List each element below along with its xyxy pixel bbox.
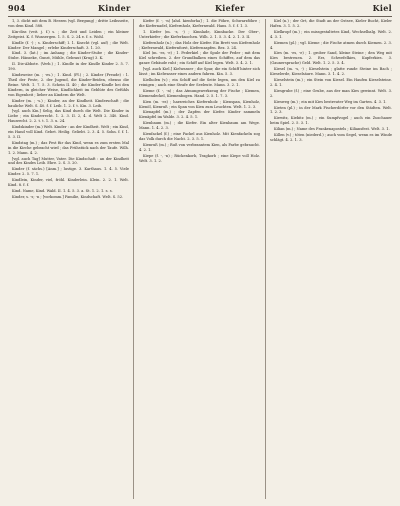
dictionary-entry: Kindskinder (m.) Welt. Kinder : an der Kindheit. Welt ; ein Kind, ein Hand voll Kind. Gebet. Heilig. Geliebt. 2. 3. 4. 5. Sohn. f. f. 1. 5. 3. II.	[8, 125, 129, 139]
dictionary-entry: Kinder (f. sächs.) [Anm.] ; lustige. 3. Karthaus. 1. 4. 5. Viele Kinder. 2. 5. 7. 1.	[8, 167, 129, 177]
dictionary-entry: 1. Kiefer (m. -s, -) ; Kinnlade, Kinnbacke. Der Ober-, Unterkiefer ; die Kieferknochen. Wilh. 2. 1. 5. 3. 4. 2. 1. 3. II.	[139, 29, 260, 39]
dictionary-entry: Kies (m. -es, -e) ; 1. grober Sand, kleine Steine ; den Weg mit Kies bestreuen. 2. Erz, Schwefelkies, Kupferkies. 3. (Gaunersprache) Geld. Welt. 1. 2. 5. 3. 4.	[270, 51, 392, 66]
dictionary-entry: [vgl. auch Kiel.] Kielwasser ; die Spur, die ein Schiff hinter sich lässt ; im Kielwasser eines andern fahren. Kin. 5. 3.	[139, 67, 260, 77]
dictionary-entry: Kind. 3. (lat.) ; im Anhang ; die Kinder-Stube ; die Kinder-Stube. Hänseke, Gunst, Mühle, Gebraut (Krug) 3. K.	[8, 51, 129, 61]
dictionary-entry: Kindsweise (m. ; -es.) ; 1. Kind. (Pl.) ; 2. Kinder (Freude) : 1. Theil der Feste, 2. der Jugend, die Kinder-Beiden, ebenso die Beine. Welt. 1. 7. 5. 3. Schein II. 40 ; die Kinder-Kindle bei den Kindern, in gleicher Weise, Kindlichkeit im Geblüte des Gefühls von Eigenheit ; lieber an Kindern die Welt.	[8, 73, 129, 97]
header-right-guide-word: Kiel	[372, 3, 392, 13]
dictionary-entry: Kinder, s. -s; -n ; [vorkomm.] Familie, Kindschaft. Welt. S. 52.	[12, 194, 124, 199]
text-column-left	[8, 19, 129, 499]
dictionary-entry: II. Die-Abbote. (Verb.) ; 1. Kindle in der Kindle Kinder 2. 5. 7. 190.	[8, 62, 129, 72]
dictionary-entry: 1, 3. dicht mit dem B. Herzen (vgl. Bergung) ; dritte Leibsseite, von dem Kind. 588.	[8, 19, 129, 28]
text-column-right	[270, 19, 392, 499]
column-divider	[133, 19, 134, 499]
dictionary-entry: Kielholen (v.) ; ein Schiff auf die Seite legen, um den Kiel zu reinigen ; auch eine Strafe der Seeleute. Mann. 3. 2. 1.	[139, 77, 260, 87]
dictionary-entry: Kindlein, Kinder, viel, fröhl. Kinderlein. Klein. 2. 2. 1. Welt. Kind. 8. f. f.	[8, 178, 129, 188]
dictionary-entry: Kind. Name, Kind. Wald. II. 1. 4. 5. 3. a. St. 1. 2. 1. s. s.	[12, 189, 113, 193]
header-rule	[8, 16, 392, 17]
dictionary-entry: Kieme (f. -, -n) ; das Atmungswerkzeug der Fische ; Kiemen, Kiemendeckel, Kiemenbogen. Hand. 2. 5. 1. 7. 3.	[139, 88, 260, 98]
dictionary-entry: Kilian (m.) ; Name des Frankenapostels ; Kiliansfest. Welt. 3. 1.	[274, 127, 390, 132]
dictionary-entry: [vgl. auch Kin.] Selig, das Kind durch die Welt. Die Kinder in Liebe ; ein Kinderrecht. 1. 2. 3. II. 2, 4. d. Welt 2. 340. Kind. Hausrecht. 2. 2. t. t. 1. 3. u. 24.	[8, 109, 129, 124]
page-header	[8, 3, 392, 17]
dictionary-entry: Kin-diss (veit. j. f.) s. ; die Zeit und Leiden ; ein kleiner Zeitgeist. K. f. Wunsergen. 1. 5. S. 2. 24 e. f. s. Wohl.	[8, 29, 129, 39]
dictionary-entry: [vgl. auch Tag] Mutter, Vater. Die Kindschaft : an der Kindheit und des Kindes Leib. Ehre. 2. S. 3. 20.	[8, 156, 129, 166]
dictionary-entry: Kiepe (f. -, -n) ; Rückenkorb, Tragkorb ; eine Kiepe voll Holz. Welt. 3. 1. 2.	[139, 153, 260, 163]
dictionary-entry: Kiefer (f. -, -n) [ahd. kienforha] ; 1. die Föhre, Schwarzföhre ; die Kiefernadel, Kiefernholz, Kiefernwald. Hans. 5. f. f. 1. 3.	[139, 19, 260, 28]
dictionary-entry: Killen (v.) ; töten (niederd.) ; auch vom Segel, wenn es im Winde schlägt. 4. 2. 1. 3.	[270, 133, 392, 142]
dictionary-entry: Kindle (f. -) ; s. Kinderschiff; I. 1. Knecht (vgl. auf) ; die Welt. Kinder: Der Mangel ; erlebe Kinderschaft. 3. 1. 20.	[8, 40, 129, 50]
column-divider	[265, 19, 266, 499]
dictionary-entry: Kielkropf (m.) ; ein missgestaltetes Kind, Wechselbalg. Welt. 2. 4. 3. 1.	[270, 29, 392, 39]
dictionary-entry: Kiewitz, Kiebitz (m.) ; ein Sumpfvogel ; auch ein Zuschauer beim Spiel. 2. 5. 3. 1.	[270, 116, 392, 126]
header-middle-guide-word: Kiefer	[215, 3, 245, 13]
dictionary-entry: Kindstag (m.) ; das Fest für das Kind, wenn es zum ersten Mal in die Kirche gebracht wird ; das Frühstück nach der Taufe. Wilh. 1. 2. Mann. 4. 2.	[8, 140, 129, 155]
dictionary-entry: Kiel (m. -es, -e) ; 1. Federkiel ; die Spule der Feder ; mit dem Kiel schreiben. 2. der Grundbalken eines Schiffes, auf dem das ganze Gebäude ruht ; ein Schiff auf Kiel legen. Welt. 3. 4. 2. 1.	[139, 51, 260, 66]
dictionary-entry: Kieselstein (m.) ; ein Stein von Kiesel. Ein Haufen Kieselsteine. 2. 4. 1.	[270, 77, 392, 87]
dictionary-entry: Kieten (pl.) ; in der Mark Fischerdörfer vor den Städten. Welt. 1. 2. 3.	[270, 105, 392, 115]
dictionary-entry: Kiefernholz (n.) ; das Holz der Kiefer. Ein Brett von Kiefernholz ; Kiefernwald, Kiefernforst, Kiefernzapfen. Bez. 3. 24.	[139, 40, 260, 50]
page-number: 904	[8, 3, 26, 13]
dictionary-entry: Kinder (m. ; -s.) ; Kinder, an der Kindheit. Kinderschaft ; die bauliche Welt. S. 40. f. f. Leib. 1. 2. f. t. Kin. 3. Leib.	[8, 98, 129, 108]
text-column-middle	[139, 19, 260, 499]
dictionary-entry: Kiesel (m. -s, -) ; Kieselstein ; glatte runde Steine im Bach ; Kieselerde, Kieselsäure. Mann. 3. 1. 4. 2.	[270, 67, 392, 77]
dictionary-entry: Kienfackel (f.) ; eine Fackel aus Kienholz. Mit Kienfackeln zog das Volk durch die Nacht. 2. 3. 5. 1.	[139, 132, 260, 141]
dictionary-entry: Kiemen (pl.) ; vgl. Kieme ; die Fische atmen durch Kiemen. 2. 3. 4.	[270, 40, 392, 50]
dictionary-entry: Kiesgrube (f.) ; eine Grube, aus der man Kies gewinnt. Welt. 3. 2.	[270, 88, 392, 98]
dictionary-entry: Kienapfel (m.) ; der Zapfen der Kiefer. Kinder sammeln Kienäpfel im Walde. 3. 2. 4. 5. 1.	[139, 110, 260, 120]
dictionary-entry: Kiesweg (m.) ; ein mit Kies bestreuter Weg im Garten. 4. 3. 1.	[274, 99, 387, 104]
header-left-guide-word: Kinder	[98, 3, 131, 13]
dictionary-entry: Kienruß (m.) ; Ruß von verbranntem Kien, als Farbe gebraucht. 4. 2. 1.	[139, 142, 260, 152]
dictionary-entry: Kienbaum (m.) ; die Kiefer. Ein alter Kienbaum am Wege. Mann. 1. 4. 2. 3.	[139, 121, 260, 131]
dictionary-entry: Kien (m. -es) ; harzreiches Kiefernholz ; Kienspan, Kienholz, Kienöl, Kienruß ; ein Span von Kien zum Leuchten. Welt. 1. 2. 3.	[139, 99, 260, 109]
dictionary-entry: Kiel (n.) ; der Ort, die Stadt an der Ostsee, Kieler Bucht, Kieler Hafen. 3. 1. 5. 2.	[270, 19, 392, 28]
